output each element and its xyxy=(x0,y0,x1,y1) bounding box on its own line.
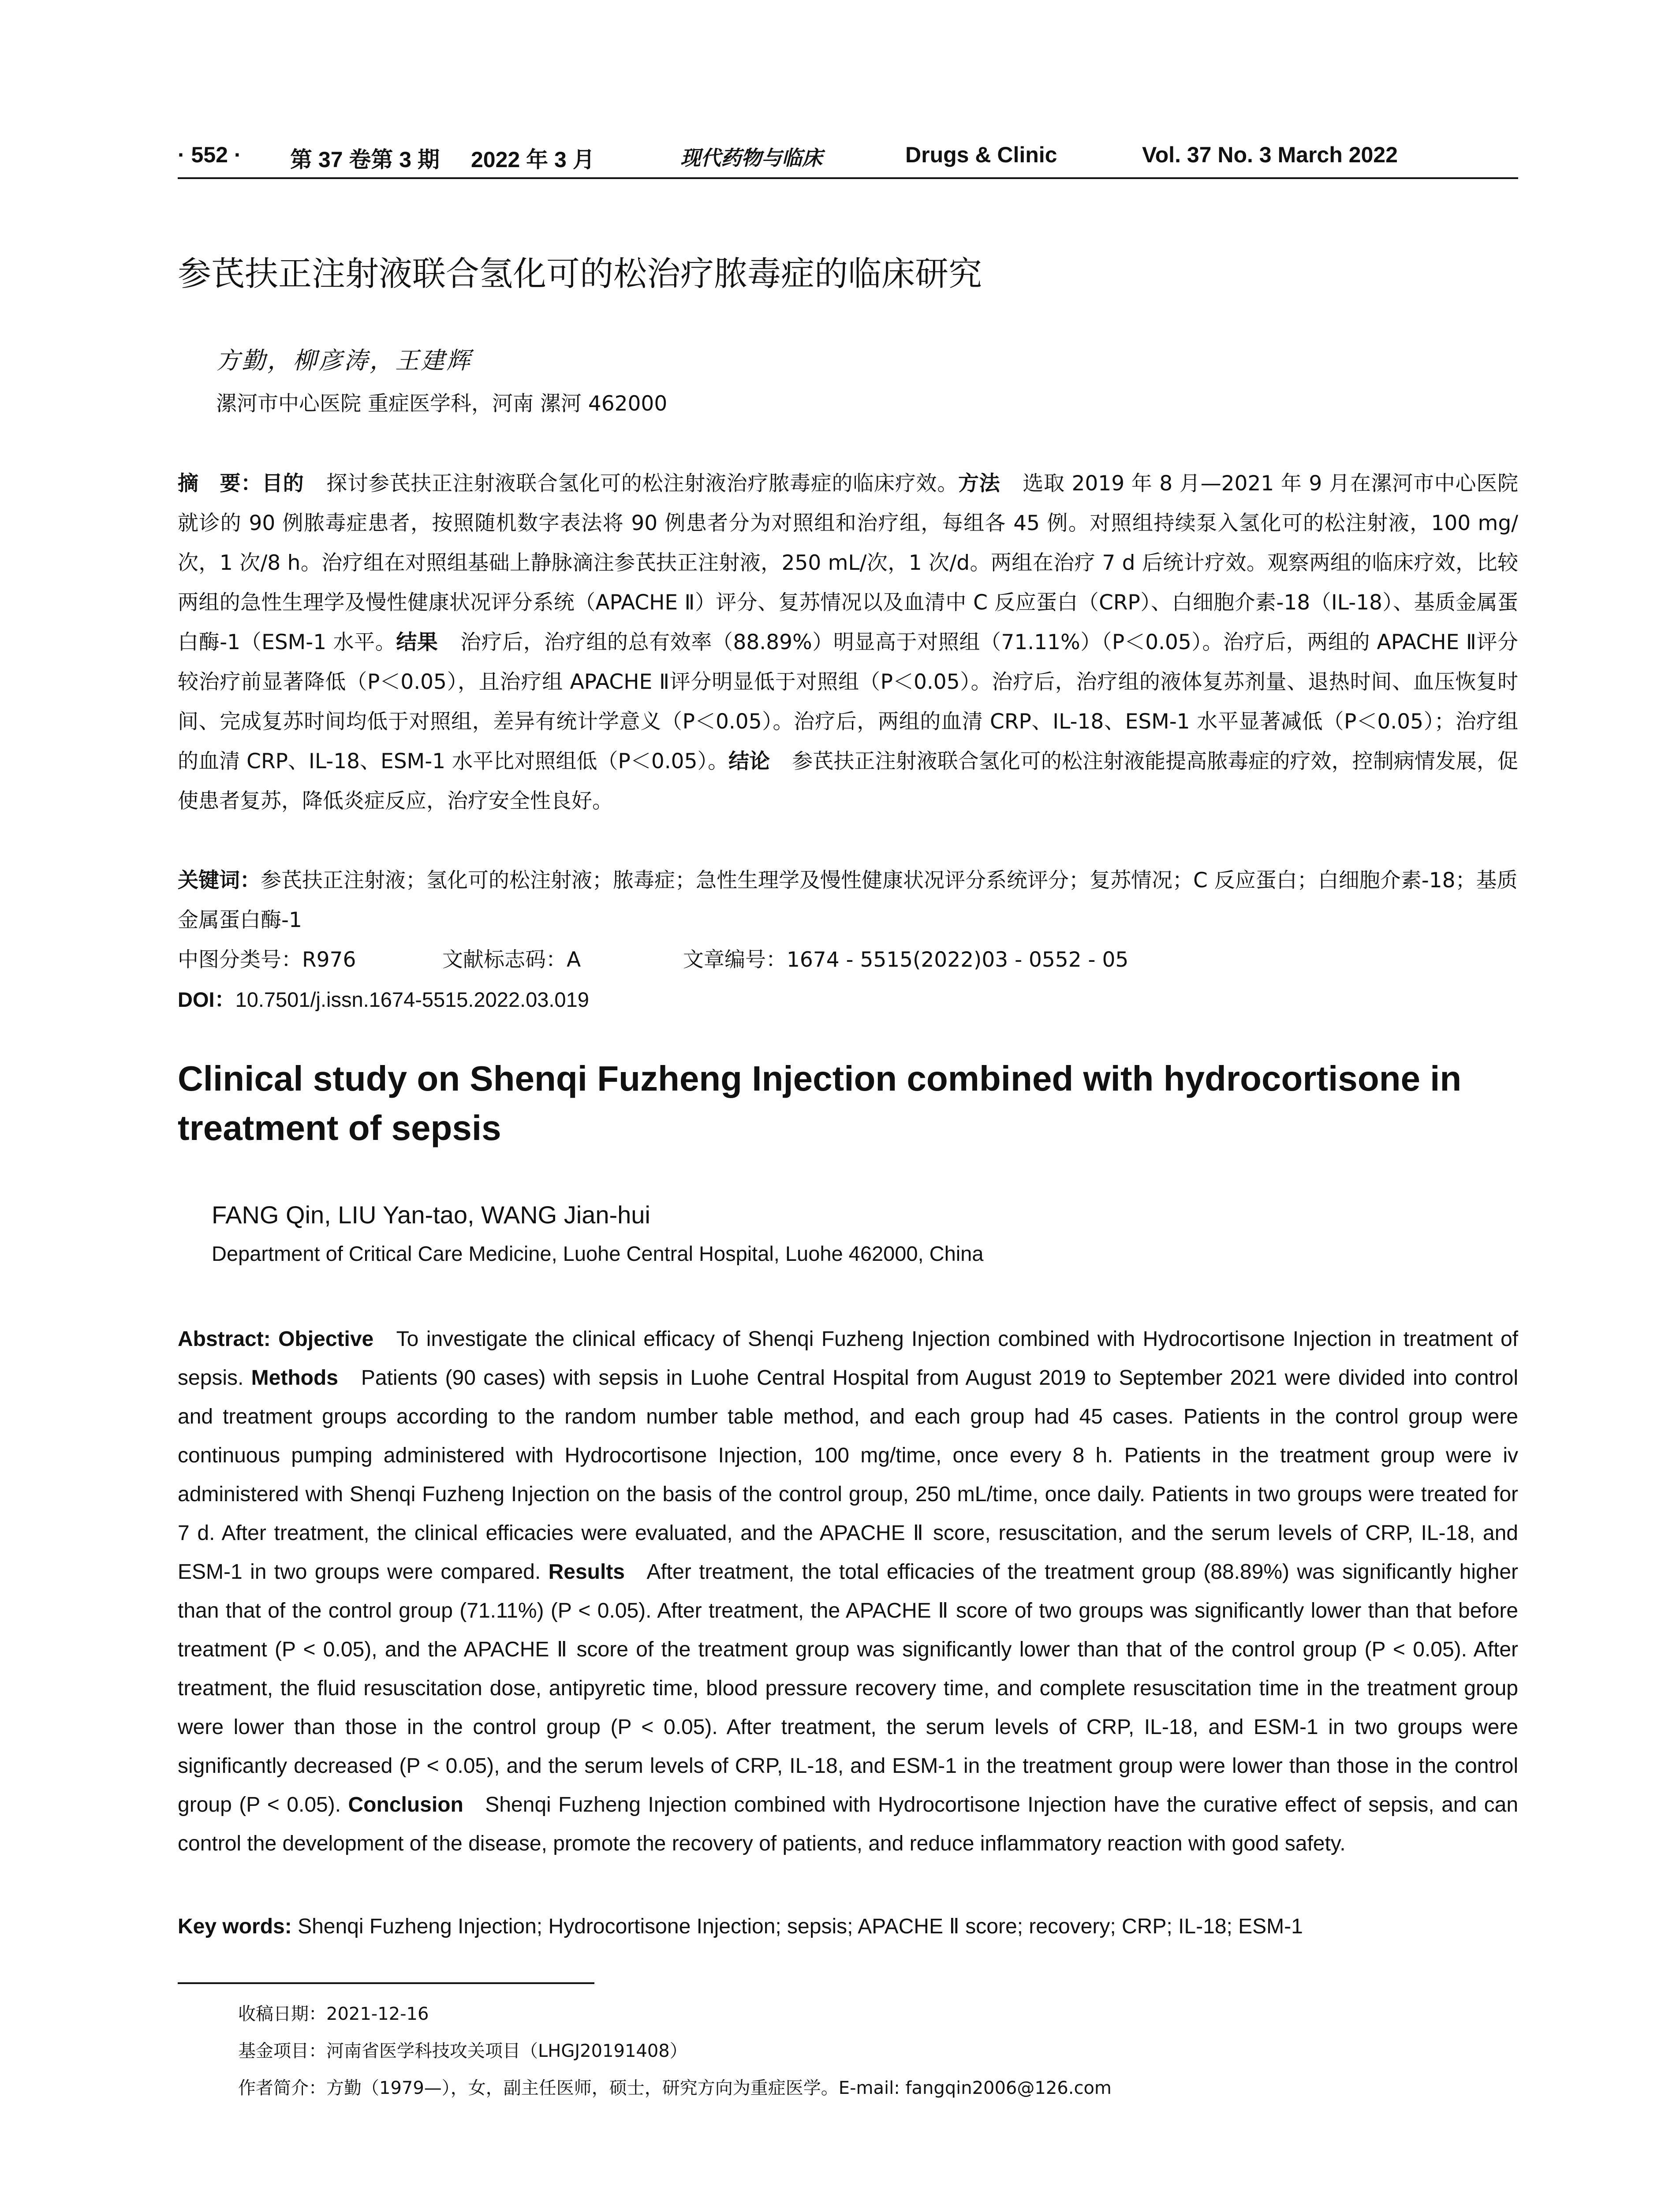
authors-en: FANG Qin, LIU Yan-tao, WANG Jian-hui xyxy=(212,1201,650,1229)
keywords-en-text: Shenqi Fuzheng Injection; Hydrocortisone Injection; sepsis; APACHE Ⅱ score; recovery; CRP; IL-18; ESM-1 xyxy=(298,1915,1303,1938)
conclusion-cn-text: 参芪扶正注射液联合氢化可的松注射液能提高脓毒症的疗效，控制病情发展，促使患者复苏，降低炎症反应，治疗安全性良好。 xyxy=(178,749,1518,813)
doi xyxy=(178,980,589,1020)
objective-en-text: To investigate the clinical efficacy of Shenqi Fuzheng Injection combined with Hydrocortisone Injection in treatment of sepsis. xyxy=(178,1327,1518,1390)
methods-cn-label: 方法 xyxy=(958,471,1001,496)
header-volume-en: Vol. 37 No. 3 March 2022 xyxy=(1142,142,1398,167)
affiliation-cn: 漯河市中心医院 重症医学科，河南 漯河 462000 xyxy=(216,392,668,416)
footnote-received: 收稿日期：2021-12-16 xyxy=(238,2004,429,2024)
results-cn-text: 治疗后，治疗组的总有效率（88.89%）明显高于对照组（71.11%）（P＜0.05）。治疗后，两组的 APACHE Ⅱ评分较治疗前显著降低（P＜0.05），且治疗组 APACHE Ⅱ评分明显低于对照组（P＜0.05）。治疗后，治疗组的液体复苏剂量、退热时间、血压恢复时间、完成复苏时间均低于对照组，差异有统计学意义（P＜0.05）。治疗后，两组的血清 CRP、IL-18、ESM-1 水平显著减低（P＜0.05）；治疗组的血清 CRP、IL-18、ESM-1 水平比对照组低（P＜0.05）。 xyxy=(178,630,1519,774)
doi-label: DOI： xyxy=(178,988,235,1011)
footnotes xyxy=(238,1996,1112,2107)
keywords-cn-text: 参芪扶正注射液；氢化可的松注射液；脓毒症；急性生理学及慢性健康状况评分系统评分；复苏情况；C 反应蛋白；白细胞介素-18；基质金属蛋白酶-1 xyxy=(178,868,1518,932)
conclusion-cn-label: 结论 xyxy=(728,749,770,774)
clc-number: 中图分类号：R976 xyxy=(178,948,356,972)
objective-cn-label: 目的 xyxy=(262,471,304,496)
doi-value[interactable]: 10.7501/j.issn.1674-5515.2022.03.019 xyxy=(235,988,589,1011)
abstract-cn-label: 摘 要： xyxy=(178,471,262,496)
results-cn-label: 结果 xyxy=(396,630,438,654)
keywords-cn xyxy=(178,861,1518,940)
conclusion-en-label: Conclusion xyxy=(348,1793,463,1816)
header-journal-en: Drugs & Clinic xyxy=(905,142,1057,167)
header-journal-cn: 现代药物与临床 xyxy=(680,146,822,170)
title-en: Clinical study on Shenqi Fuzheng Injection combined with hydrocortisone in treatment of sepsis xyxy=(178,1059,1462,1147)
footnote-rule xyxy=(178,1982,594,1984)
header-date-cn: 2022 年 3 月 xyxy=(471,147,595,172)
article-number: 文章编号：1674 - 5515(2022)03 - 0552 - 05 xyxy=(683,948,1129,972)
header-volume-cn: 第 37 卷第 3 期 xyxy=(290,147,440,172)
keywords-cn-label: 关键词： xyxy=(178,868,261,893)
header-rule xyxy=(178,177,1518,179)
affiliation-en: Department of Critical Care Medicine, Luohe Central Hospital, Luohe 462000, China xyxy=(212,1242,984,1265)
classification-info xyxy=(178,940,1128,980)
keywords-en xyxy=(178,1907,1527,1946)
running-header xyxy=(178,139,1518,179)
objective-en-label: Objective xyxy=(278,1327,374,1351)
methods-cn-text: 选取 2019 年 8 月—2021 年 9 月在漯河市中心医院就诊的 90 例脓毒症患者，按照随机数字表法将 90 例患者分为对照组和治疗组，每组各 45 例。对照组持续泵入氢化可的松注射液，100 mg/次，1 次/8 h。治疗组在对照组基础上静脉滴注参芪扶正注射液，250 mL/次，1 次/d。两组在治疗 7 d 后统计疗效。观察两组的临床疗效，比较两组的急性生理学及慢性健康状况评分系统（APACHE Ⅱ）评分、复苏情况以及血清中 C 反应蛋白（CRP）、白细胞介素-18（IL-18）、基质金属蛋白酶-1（ESM-1 水平。 xyxy=(178,471,1519,654)
abstract-en xyxy=(178,1320,1518,1863)
keywords-en-label: Key words: xyxy=(178,1915,292,1938)
methods-en-label: Methods xyxy=(251,1366,338,1390)
authors-cn: 方勤，柳彦涛，王建辉 xyxy=(216,347,472,374)
document-code: 文献标志码：A xyxy=(442,948,581,972)
abstract-en-label: Abstract: xyxy=(178,1327,271,1351)
methods-en-text: Patients (90 cases) with sepsis in Luohe Central Hospital from August 2019 to September 2021 were divided into control and treatment groups according to the random number table method, and each group had 45 cases. Patients in the control group were continuous pumping administered with Hydrocortisone Injection, 100 mg/time, once every 8 h. Patients in the treatment group were iv administered with Shenqi Fuzheng Injection on the basis of the control group, 250 mL/time, once daily. Patients in two groups were treated for 7 d. After treatment, the clinical efficacies were evaluated, and the APACHE Ⅱ score, resuscitation, and the serum levels of CRP, IL-18, and ESM-1 in two groups were compared. xyxy=(178,1366,1519,1584)
footnote-author: 作者简介：方勤（1979—），女，副主任医师，硕士，研究方向为重症医学。E-mail: fangqin2006@126.com xyxy=(238,2078,1112,2098)
header-page-number: · 552 · xyxy=(178,142,242,167)
title-cn: 参芪扶正注射液联合氢化可的松治疗脓毒症的临床研究 xyxy=(178,254,982,293)
abstract-cn xyxy=(178,464,1518,821)
results-en-label: Results xyxy=(548,1560,625,1584)
footnote-fund: 基金项目：河南省医学科技攻关项目（LHGJ20191408） xyxy=(238,2041,687,2061)
conclusion-en-text: Shenqi Fuzheng Injection combined with Hydrocortisone Injection have the curative effect of sepsis, and can control the development of the disease, promote the recovery of patients, and reduce inflammatory reaction with good safety. xyxy=(178,1793,1519,1855)
objective-cn-text: 探讨参芪扶正注射液联合氢化可的松注射液治疗脓毒症的临床疗效。 xyxy=(326,471,958,496)
results-en-text: After treatment, the total efficacies of the treatment group (88.89%) was significantly higher than that of the control group (71.11%) (P < 0.05). After treatment, the APACHE Ⅱ score of two groups was significantly lower than that before treatment (P < 0.05), and the APACHE Ⅱ score of the treatment group was significantly lower than that of the control group (P < 0.05). After treatment, the fluid resuscitation dose, antipyretic time, blood pressure recovery time, and complete resuscitation time in the treatment group were lower than those in the control group (P < 0.05). After treatment, the serum levels of CRP, IL-18, and ESM-1 in two groups were significantly decreased (P < 0.05), and the serum levels of CRP, IL-18, and ESM-1 in the treatment group were lower than those in the control group (P < 0.05). xyxy=(178,1560,1519,1816)
